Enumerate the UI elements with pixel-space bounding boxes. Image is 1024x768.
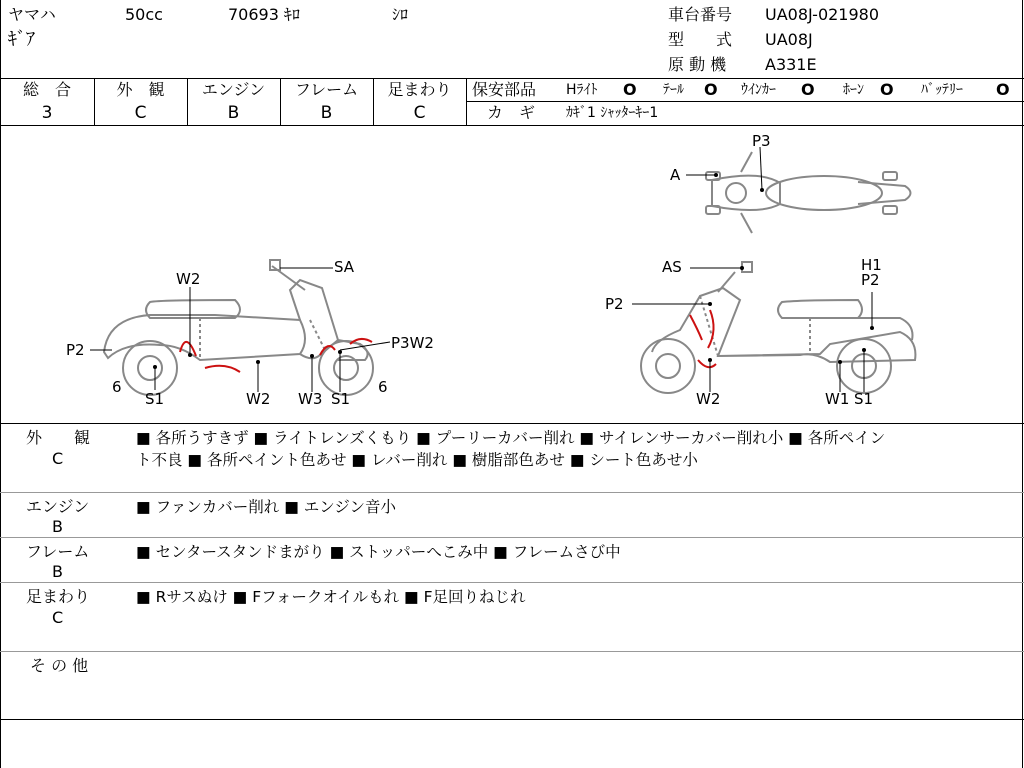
engine-value: A331E	[765, 55, 817, 74]
damage-marking	[708, 310, 714, 348]
maker: ヤマハ	[8, 5, 56, 24]
diagram-label-w1: W1	[825, 390, 850, 408]
frame-no-label: 車台番号	[668, 5, 733, 24]
divider	[0, 78, 1024, 79]
color: ｼﾛ	[392, 5, 409, 24]
divider	[0, 537, 1024, 538]
type-label: 型 式	[668, 30, 733, 49]
divider	[0, 651, 1024, 652]
diagram-label-6b: 6	[378, 378, 388, 396]
notes-exterior-label: 外 観	[26, 428, 91, 447]
overall-label: 総 合	[22, 80, 71, 99]
notes-exterior-line2: ト不良 ■ 各所ペイント色あせ ■ レバー削れ ■ 樹脂部色あせ ■ シート色あせ小	[136, 451, 698, 469]
model-name: ｷﾞｱ	[8, 29, 35, 50]
winker-ok: O	[801, 80, 815, 99]
leader-line	[760, 147, 762, 190]
headlight-ok: O	[623, 80, 637, 99]
safety-battery: ﾊﾞｯﾃﾘｰ	[921, 82, 963, 98]
diagram-label-w2-bottom: W2	[246, 390, 271, 408]
diagram-label-w3: W3	[298, 390, 323, 408]
frame-grade-label: フレーム	[294, 80, 359, 99]
notes-suspension-grade: C	[52, 608, 64, 627]
damage-marking	[205, 366, 240, 372]
displacement: 50cc	[125, 5, 163, 24]
damage-marking	[690, 315, 702, 340]
diagram-label-a: A	[670, 166, 681, 184]
diagram-label-6: 6	[112, 378, 122, 396]
key-label: カ ギ	[487, 103, 536, 122]
horn-ok: O	[880, 80, 894, 99]
suspension-grade: C	[413, 103, 426, 123]
notes-engine-grade: B	[52, 517, 63, 536]
diagram-label-s1-right: S1	[854, 390, 874, 408]
notes-frame-text: ■ センタースタンドまがり ■ ストッパーへこみ中 ■ フレームさび中	[136, 543, 621, 561]
safety-horn: ﾎｰﾝ	[843, 82, 864, 98]
diagram-label-s1: S1	[145, 390, 165, 408]
mileage: 70693 ｷﾛ	[228, 5, 301, 24]
frame-no: UA08J-021980	[765, 5, 880, 24]
divider	[0, 492, 1024, 493]
diagram-label-p2-front: P2	[605, 295, 624, 313]
type-value: UA08J	[765, 30, 813, 49]
damage-diagram	[0, 126, 1024, 422]
diagram-label-p2-right: P2	[861, 271, 880, 289]
scooter-top-view	[706, 152, 911, 233]
safety-headlight: Hﾗｲﾄ	[566, 82, 598, 98]
leader-dot	[760, 188, 764, 192]
safety-label: 保安部品	[472, 80, 537, 99]
overall-grade: 3	[41, 103, 53, 123]
engine-label: 原 動 機	[668, 55, 727, 74]
diagram-label-s1b: S1	[331, 390, 351, 408]
frame-grade: B	[320, 103, 333, 123]
diagram-label-p2: P2	[66, 341, 85, 359]
safety-winker: ｳｲﾝｶｰ	[741, 82, 776, 98]
leader-lines	[632, 268, 872, 392]
safety-taillight: ﾃｰﾙ	[663, 82, 684, 98]
battery-ok: O	[996, 80, 1010, 99]
exterior-label: 外 観	[116, 80, 165, 99]
notes-exterior-line1: ■ 各所うすきず ■ ライトレンズくもり ■ プーリーカバー削れ ■ サイレンサーカバー削れ小 ■ 各所ペイン	[136, 429, 886, 447]
engine-grade: B	[227, 103, 240, 123]
notes-suspension-text: ■ Rサスぬけ ■ Fフォークオイルもれ ■ F足回りねじれ	[136, 588, 526, 606]
notes-frame-grade: B	[52, 562, 63, 581]
notes-exterior-grade: C	[52, 449, 64, 468]
divider	[0, 719, 1024, 720]
key-value: ｶｷﾞ1 ｼｬｯﾀｰｷｰ1	[566, 105, 659, 121]
divider	[467, 101, 1024, 102]
divider	[0, 582, 1024, 583]
damage-marking	[698, 360, 716, 367]
notes-other-label: そ の 他	[30, 656, 89, 675]
diagram-label-w2: W2	[176, 270, 201, 288]
leader-dot	[714, 173, 718, 177]
divider	[466, 78, 467, 125]
diagram-label-h1: H1	[861, 256, 882, 274]
engine-grade-label: エンジン	[201, 80, 266, 99]
diagram-label-p3: P3	[752, 132, 771, 150]
diagram-label-sa: SA	[334, 258, 355, 276]
notes-engine-text: ■ ファンカバー削れ ■ エンジン音小	[136, 498, 396, 516]
notes-suspension-label: 足まわり	[26, 587, 91, 606]
diagram-label-w2-right: W2	[696, 390, 721, 408]
leader-lines	[90, 268, 390, 392]
diagram-label-as: AS	[662, 258, 682, 276]
suspension-grade-label: 足まわり	[387, 80, 452, 99]
notes-frame-label: フレーム	[26, 542, 90, 561]
exterior-grade: C	[134, 103, 147, 123]
diagram-label-p3w2: P3W2	[391, 334, 434, 352]
divider	[0, 423, 1024, 424]
scooter-left-view	[104, 260, 373, 395]
notes-engine-label: エンジン	[26, 497, 90, 516]
taillight-ok: O	[704, 80, 718, 99]
